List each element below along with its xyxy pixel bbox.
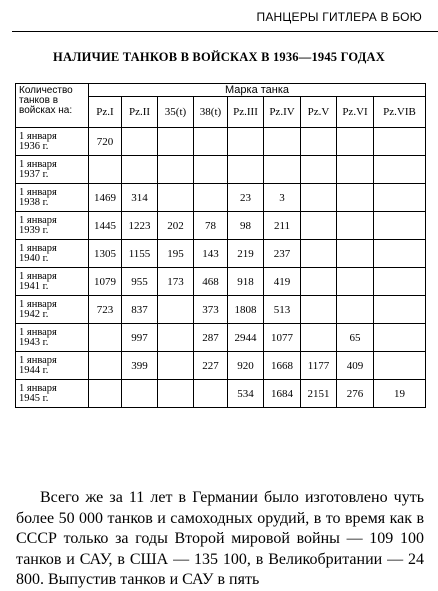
table-cell: 1668: [264, 352, 301, 380]
row-date-label: [16, 184, 89, 212]
table-cell: 1077: [264, 324, 301, 352]
body-text: [16, 488, 424, 591]
table-body: [16, 128, 426, 408]
row-date-label: [16, 324, 89, 352]
table-cell: [301, 128, 337, 156]
table-cell: [158, 296, 194, 324]
row-date-label-line: 1 января: [19, 326, 57, 338]
column-header: Pz.I: [89, 97, 122, 128]
table-cell: [89, 380, 122, 408]
table-cell: [301, 296, 337, 324]
table-cell: 373: [194, 296, 228, 324]
table-cell: [301, 212, 337, 240]
table-cell: 314: [122, 184, 158, 212]
row-date-label-line: 1945 г.: [19, 392, 49, 404]
row-date-label-line: 1 января: [19, 298, 57, 310]
table-cell: [337, 240, 374, 268]
table-cell: 65: [337, 324, 374, 352]
table-cell: [301, 240, 337, 268]
table-cell: [337, 268, 374, 296]
tank-model-group-header: Марка танка: [89, 84, 426, 97]
table-cell: 419: [264, 268, 301, 296]
table-cell: [337, 128, 374, 156]
row-date-label-line: 1 января: [19, 382, 57, 394]
row-date-label: [16, 268, 89, 296]
row-date-label-line: 1 января: [19, 354, 57, 366]
row-date-label-line: 1 января: [19, 242, 57, 254]
table-row: [16, 184, 426, 212]
table-row: [16, 128, 426, 156]
corner-header-line: войсках на:: [19, 105, 73, 116]
table-cell: 287: [194, 324, 228, 352]
row-date-label-line: 1939 г.: [19, 224, 49, 236]
table-cell: 195: [158, 240, 194, 268]
tank-inventory-table: [15, 83, 426, 408]
table-cell: [264, 128, 301, 156]
row-date-label-line: 1936 г.: [19, 140, 49, 152]
table-cell: [158, 352, 194, 380]
table-cell: 723: [89, 296, 122, 324]
row-date-label-line: 1 января: [19, 186, 57, 198]
table-cell: [122, 156, 158, 184]
table-cell: [89, 324, 122, 352]
row-date-label-line: 1 января: [19, 214, 57, 226]
table-cell: 534: [228, 380, 264, 408]
row-date-label: [16, 156, 89, 184]
table-cell: 219: [228, 240, 264, 268]
table-cell: 409: [337, 352, 374, 380]
column-header: 35(t): [158, 97, 194, 128]
table-cell: [301, 268, 337, 296]
corner-header: [16, 84, 89, 128]
table-cell: [301, 156, 337, 184]
table-cell: 918: [228, 268, 264, 296]
table-row: [16, 324, 426, 352]
row-date-label: [16, 380, 89, 408]
table-cell: [264, 156, 301, 184]
column-header: Pz.III: [228, 97, 264, 128]
table-cell: [228, 128, 264, 156]
table-cell: 1808: [228, 296, 264, 324]
table-cell: [301, 324, 337, 352]
table-cell: [374, 184, 426, 212]
row-date-label: [16, 212, 89, 240]
table-cell: [374, 128, 426, 156]
table-cell: [337, 184, 374, 212]
table-cell: 997: [122, 324, 158, 352]
table-cell: [374, 240, 426, 268]
table-cell: 468: [194, 268, 228, 296]
table-cell: [194, 380, 228, 408]
table-cell: 211: [264, 212, 301, 240]
table-cell: [228, 156, 264, 184]
table-cell: [158, 156, 194, 184]
header-rule: [12, 31, 438, 32]
table-cell: [89, 156, 122, 184]
table-cell: 276: [337, 380, 374, 408]
table-cell: [158, 324, 194, 352]
table-cell: [194, 128, 228, 156]
table-cell: 1155: [122, 240, 158, 268]
table-cell: 143: [194, 240, 228, 268]
column-header: Pz.V: [301, 97, 337, 128]
table-cell: [122, 128, 158, 156]
table-cell: [158, 128, 194, 156]
row-date-label-line: 1940 г.: [19, 252, 49, 264]
row-date-label-line: 1941 г.: [19, 280, 49, 292]
row-date-label-line: 1 января: [19, 130, 57, 142]
table-cell: 1079: [89, 268, 122, 296]
row-date-label: [16, 128, 89, 156]
table-cell: 1177: [301, 352, 337, 380]
table-cell: [337, 212, 374, 240]
column-header: Pz.IV: [264, 97, 301, 128]
table-cell: [337, 156, 374, 184]
table-cell: 920: [228, 352, 264, 380]
row-date-label-line: 1942 г.: [19, 308, 49, 320]
table-cell: 78: [194, 212, 228, 240]
corner-header-line: танков в: [19, 95, 59, 106]
table-cell: [158, 380, 194, 408]
column-header: Pz.II: [122, 97, 158, 128]
row-date-label-line: 1938 г.: [19, 196, 49, 208]
table-cell: 1305: [89, 240, 122, 268]
column-header: Pz.VI: [337, 97, 374, 128]
table-row: [16, 156, 426, 184]
table-cell: 955: [122, 268, 158, 296]
table-cell: 23: [228, 184, 264, 212]
table-cell: [374, 324, 426, 352]
row-date-label-line: 1943 г.: [19, 336, 49, 348]
row-date-label-line: 1944 г.: [19, 364, 49, 376]
row-date-label-line: 1 января: [19, 270, 57, 282]
row-date-label: [16, 296, 89, 324]
table-cell: 19: [374, 380, 426, 408]
column-header: 38(t): [194, 97, 228, 128]
table-cell: 2944: [228, 324, 264, 352]
body-paragraph: Всего же за 11 лет в Германии было изготовлено чуть более 50 000 танков и самоходных орудий, в то время как в СССР только за годы Второй мировой войны — 109 100 танков и САУ, в США — 135 100, в Великобритании — 24 800. Выпустив танков и САУ в пять: [16, 489, 424, 588]
table-cell: 3: [264, 184, 301, 212]
table-cell: [374, 268, 426, 296]
table-row: [16, 352, 426, 380]
table-cell: 1684: [264, 380, 301, 408]
table-cell: 1223: [122, 212, 158, 240]
table-cell: 98: [228, 212, 264, 240]
table-row: [16, 296, 426, 324]
table-cell: 202: [158, 212, 194, 240]
table-row: [16, 212, 426, 240]
table-cell: 237: [264, 240, 301, 268]
table-cell: [337, 296, 374, 324]
table-row: [16, 268, 426, 296]
table-cell: [158, 184, 194, 212]
table-cell: 720: [89, 128, 122, 156]
row-date-label: [16, 240, 89, 268]
row-date-label-line: 1 января: [19, 158, 57, 170]
table-cell: [374, 296, 426, 324]
table-cell: [374, 352, 426, 380]
table-cell: [374, 156, 426, 184]
table-cell: 2151: [301, 380, 337, 408]
table-cell: 837: [122, 296, 158, 324]
table-cell: [122, 380, 158, 408]
table-cell: 513: [264, 296, 301, 324]
table-title: НАЛИЧИЕ ТАНКОВ В ВОЙСКАХ В 1936—1945 ГОДАХ: [53, 50, 385, 64]
table-cell: 227: [194, 352, 228, 380]
table-cell: 173: [158, 268, 194, 296]
corner-header-line: Количество: [19, 85, 73, 96]
table-cell: [89, 352, 122, 380]
table-cell: 399: [122, 352, 158, 380]
table-cell: [374, 212, 426, 240]
row-date-label-line: 1937 г.: [19, 168, 49, 180]
running-head: ПАНЦЕРЫ ГИТЛЕРА В БОЮ: [256, 10, 422, 24]
row-date-label: [16, 352, 89, 380]
table-row: [16, 240, 426, 268]
table-cell: 1445: [89, 212, 122, 240]
table-cell: [194, 184, 228, 212]
table-row: [16, 380, 426, 408]
table-cell: [194, 156, 228, 184]
column-header: Pz.VIB: [374, 97, 426, 128]
table-cell: [301, 184, 337, 212]
table-cell: 1469: [89, 184, 122, 212]
